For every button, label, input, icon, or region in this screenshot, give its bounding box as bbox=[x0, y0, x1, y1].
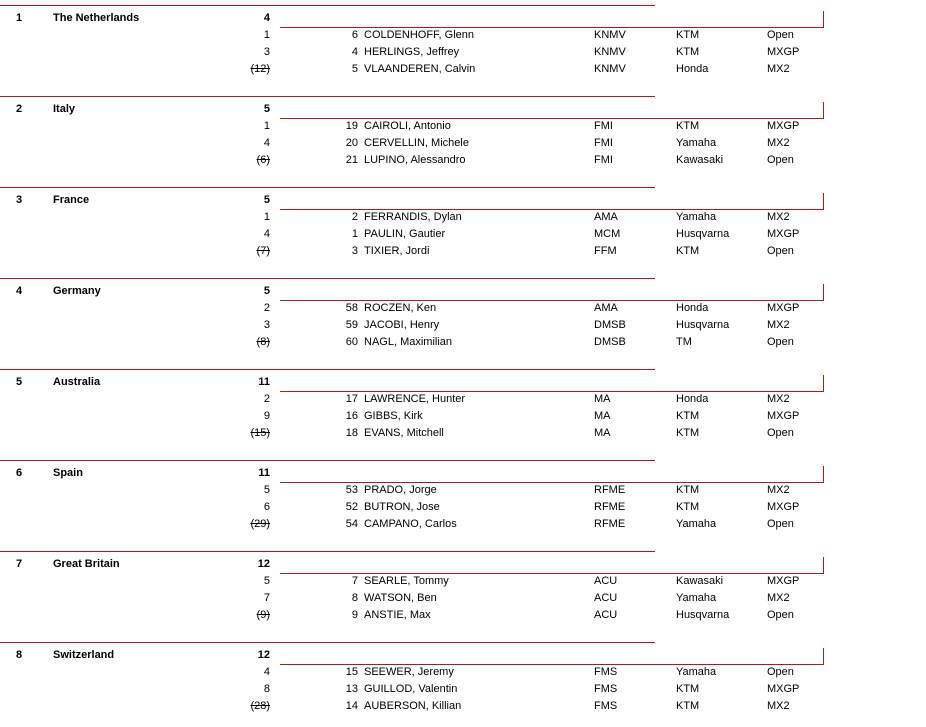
rider-position: 3 bbox=[263, 46, 270, 58]
team-underline bbox=[280, 27, 824, 28]
team-underline-tick bbox=[823, 648, 824, 664]
rider-federation: FMS bbox=[594, 666, 618, 678]
rider-make: Honda bbox=[676, 393, 709, 405]
rider-name: SEARLE, Tommy bbox=[364, 575, 449, 587]
rider-federation: FMS bbox=[594, 683, 618, 695]
rider-name: COLDENHOFF, Glenn bbox=[364, 29, 475, 41]
rider-name: CAIROLI, Antonio bbox=[364, 120, 451, 132]
team-points: 4 bbox=[263, 12, 270, 24]
team-underline bbox=[280, 482, 824, 483]
rider-make: KTM bbox=[676, 683, 700, 695]
rider-number: 1 bbox=[351, 228, 358, 240]
team-points: 5 bbox=[263, 285, 270, 297]
rider-class: MX2 bbox=[767, 484, 790, 496]
team-underline-tick bbox=[823, 375, 824, 391]
rider-make: Yamaha bbox=[676, 518, 717, 530]
rider-federation: FMI bbox=[594, 154, 613, 166]
rider-name: GIBBS, Kirk bbox=[364, 410, 423, 422]
team-underline bbox=[280, 391, 824, 392]
rider-class: Open bbox=[767, 154, 794, 166]
rider-name: CAMPANO, Carlos bbox=[364, 518, 457, 530]
rider-name: EVANS, Mitchell bbox=[364, 427, 444, 439]
rider-class: MXGP bbox=[767, 683, 800, 695]
rider-federation: ACU bbox=[594, 592, 618, 604]
rider-federation: RFME bbox=[594, 501, 626, 513]
team-block bbox=[0, 545, 926, 636]
team-country: The Netherlands bbox=[53, 12, 140, 24]
team-underline bbox=[280, 573, 824, 574]
team-rank: 7 bbox=[16, 558, 23, 570]
rider-number: 7 bbox=[351, 575, 358, 587]
team-block bbox=[0, 636, 926, 727]
rider-federation: AMA bbox=[594, 211, 618, 223]
rider-federation: MA bbox=[594, 427, 611, 439]
rider-federation: RFME bbox=[594, 484, 626, 496]
rider-class: Open bbox=[767, 666, 794, 678]
team-points: 5 bbox=[263, 103, 270, 115]
rider-name: ROCZEN, Ken bbox=[364, 302, 437, 314]
team-underline-tick bbox=[823, 284, 824, 300]
rider-name: CERVELLIN, Michele bbox=[364, 137, 469, 149]
rider-position: 4 bbox=[263, 666, 270, 678]
rider-class: MX2 bbox=[767, 63, 790, 75]
rider-federation: MCM bbox=[594, 228, 621, 240]
team-block bbox=[0, 90, 926, 181]
rider-class: Open bbox=[767, 245, 794, 257]
team-underline-tick bbox=[823, 102, 824, 118]
rider-name: LUPINO, Alessandro bbox=[364, 154, 466, 166]
team-divider bbox=[0, 278, 655, 279]
rider-class: MXGP bbox=[767, 302, 800, 314]
rider-federation: ACU bbox=[594, 575, 618, 587]
rider-make: Honda bbox=[676, 302, 709, 314]
rider-class: MX2 bbox=[767, 592, 790, 604]
rider-number: 53 bbox=[345, 484, 358, 496]
rider-number: 15 bbox=[345, 666, 358, 678]
rider-make: Husqvarna bbox=[676, 228, 730, 240]
rider-federation: MA bbox=[594, 410, 611, 422]
team-block bbox=[0, 181, 926, 272]
rider-position: (15) bbox=[250, 427, 270, 439]
rider-number: 4 bbox=[351, 46, 358, 58]
rider-name: LAWRENCE, Hunter bbox=[364, 393, 466, 405]
team-country: Great Britain bbox=[53, 558, 120, 570]
rider-make: Husqvarna bbox=[676, 319, 730, 331]
rider-position: 4 bbox=[263, 137, 270, 149]
rider-make: Yamaha bbox=[676, 592, 717, 604]
rider-name: GUILLOD, Valentin bbox=[364, 683, 458, 695]
team-divider bbox=[0, 369, 655, 370]
team-block bbox=[0, 272, 926, 363]
team-block bbox=[0, 454, 926, 545]
team-divider bbox=[0, 96, 655, 97]
rider-class: MXGP bbox=[767, 46, 800, 58]
rider-make: KTM bbox=[676, 501, 700, 513]
team-underline-tick bbox=[823, 466, 824, 482]
rider-class: MXGP bbox=[767, 575, 800, 587]
team-points: 5 bbox=[263, 194, 270, 206]
rider-number: 60 bbox=[345, 336, 358, 348]
rider-name: JACOBI, Henry bbox=[364, 319, 440, 331]
rider-position: 1 bbox=[263, 211, 270, 223]
rider-federation: FMS bbox=[594, 700, 618, 712]
rider-number: 8 bbox=[351, 592, 358, 604]
rider-name: FERRANDIS, Dylan bbox=[364, 211, 462, 223]
rider-class: Open bbox=[767, 29, 794, 41]
rider-name: NAGL, Maximilian bbox=[364, 336, 453, 348]
rider-position: (28) bbox=[250, 700, 270, 712]
rider-class: Open bbox=[767, 518, 794, 530]
rider-position: 2 bbox=[263, 302, 270, 314]
rider-class: Open bbox=[767, 336, 794, 348]
team-country: Spain bbox=[53, 467, 83, 479]
rider-name: AUBERSON, Killian bbox=[364, 700, 462, 712]
team-points: 12 bbox=[257, 649, 270, 661]
team-country: Germany bbox=[53, 285, 101, 297]
rider-position: 7 bbox=[263, 592, 270, 604]
rider-make: TM bbox=[676, 336, 692, 348]
team-country: France bbox=[53, 194, 90, 206]
rider-class: MXGP bbox=[767, 120, 800, 132]
rider-position: 9 bbox=[263, 410, 270, 422]
rider-name: VLAANDEREN, Calvin bbox=[364, 63, 476, 75]
rider-make: KTM bbox=[676, 29, 700, 41]
rider-federation: KNMV bbox=[594, 46, 626, 58]
rider-make: Honda bbox=[676, 63, 709, 75]
rider-position: (29) bbox=[250, 518, 270, 530]
team-points: 11 bbox=[258, 467, 270, 479]
rider-make: Yamaha bbox=[676, 666, 717, 678]
rider-position: 5 bbox=[263, 575, 270, 587]
rider-name: HERLINGS, Jeffrey bbox=[364, 46, 460, 58]
rider-federation: AMA bbox=[594, 302, 618, 314]
team-country: Australia bbox=[53, 376, 101, 388]
rider-class: MX2 bbox=[767, 393, 790, 405]
rider-federation: ACU bbox=[594, 609, 618, 621]
team-divider bbox=[0, 642, 655, 643]
rider-position: (9) bbox=[256, 609, 270, 621]
rider-position: 1 bbox=[263, 29, 270, 41]
team-underline-tick bbox=[823, 11, 824, 27]
rider-number: 3 bbox=[351, 245, 358, 257]
rider-make: Yamaha bbox=[676, 137, 717, 149]
team-country: Italy bbox=[53, 103, 76, 115]
team-underline bbox=[280, 118, 824, 119]
rider-number: 2 bbox=[351, 211, 358, 223]
rider-federation: DMSB bbox=[594, 319, 626, 331]
rider-federation: MA bbox=[594, 393, 611, 405]
rider-name: PAULIN, Gautier bbox=[364, 228, 446, 240]
team-points: 11 bbox=[258, 376, 270, 388]
rider-number: 19 bbox=[345, 120, 358, 132]
rider-name: BUTRON, Jose bbox=[364, 501, 440, 513]
rider-position: (8) bbox=[256, 336, 270, 348]
rider-class: MX2 bbox=[767, 211, 790, 223]
rider-number: 18 bbox=[345, 427, 358, 439]
team-rank: 3 bbox=[16, 194, 23, 206]
rider-class: MX2 bbox=[767, 700, 790, 712]
rider-number: 14 bbox=[345, 700, 358, 712]
rider-position: 8 bbox=[263, 683, 270, 695]
rider-position: (12) bbox=[250, 63, 270, 75]
rider-position: 6 bbox=[263, 501, 270, 513]
rider-make: Husqvarna bbox=[676, 609, 730, 621]
rider-federation: KNMV bbox=[594, 29, 626, 41]
team-rank: 6 bbox=[16, 467, 23, 479]
team-rank: 1 bbox=[16, 12, 23, 24]
rider-federation: RFME bbox=[594, 518, 626, 530]
rider-make: KTM bbox=[676, 120, 700, 132]
rider-federation: FMI bbox=[594, 137, 613, 149]
rider-class: MXGP bbox=[767, 501, 800, 513]
rider-make: Kawasaki bbox=[676, 575, 724, 587]
rider-number: 17 bbox=[345, 393, 358, 405]
team-rank: 2 bbox=[16, 103, 23, 115]
team-rank: 5 bbox=[16, 376, 23, 388]
rider-number: 59 bbox=[345, 319, 358, 331]
rider-class: MXGP bbox=[767, 410, 800, 422]
team-divider bbox=[0, 460, 655, 461]
rider-position: (6) bbox=[256, 154, 270, 166]
rider-name: PRADO, Jorge bbox=[364, 484, 437, 496]
team-rank: 8 bbox=[16, 649, 23, 661]
rider-number: 16 bbox=[345, 410, 358, 422]
rider-position: 1 bbox=[263, 120, 270, 132]
team-points: 12 bbox=[257, 558, 270, 570]
rider-name: ANSTIE, Max bbox=[364, 609, 431, 621]
rider-class: MXGP bbox=[767, 228, 800, 240]
rider-name: WATSON, Ben bbox=[364, 592, 437, 604]
rider-make: KTM bbox=[676, 700, 700, 712]
rider-number: 5 bbox=[351, 63, 358, 75]
rider-position: 3 bbox=[263, 319, 270, 331]
team-block bbox=[0, 0, 926, 90]
rider-position: 5 bbox=[263, 484, 270, 496]
rider-position: 4 bbox=[263, 228, 270, 240]
rider-make: KTM bbox=[676, 410, 700, 422]
rider-federation: FMI bbox=[594, 120, 613, 132]
team-divider bbox=[0, 187, 655, 188]
team-underline bbox=[280, 300, 824, 301]
rider-make: KTM bbox=[676, 427, 700, 439]
rider-number: 9 bbox=[351, 609, 358, 621]
team-block bbox=[0, 363, 926, 454]
rider-number: 13 bbox=[345, 683, 358, 695]
rider-class: Open bbox=[767, 609, 794, 621]
rider-name: SEEWER, Jeremy bbox=[364, 666, 454, 678]
team-underline bbox=[280, 209, 824, 210]
rider-make: Kawasaki bbox=[676, 154, 724, 166]
rider-class: Open bbox=[767, 427, 794, 439]
rider-make: KTM bbox=[676, 484, 700, 496]
rider-make: Yamaha bbox=[676, 211, 717, 223]
rider-class: MX2 bbox=[767, 319, 790, 331]
rider-number: 21 bbox=[345, 154, 358, 166]
rider-class: MX2 bbox=[767, 137, 790, 149]
rider-federation: DMSB bbox=[594, 336, 626, 348]
rider-position: 2 bbox=[263, 393, 270, 405]
team-underline bbox=[280, 664, 824, 665]
team-underline-tick bbox=[823, 557, 824, 573]
rider-number: 52 bbox=[345, 501, 358, 513]
rider-position: (7) bbox=[256, 245, 270, 257]
team-divider bbox=[0, 5, 655, 6]
team-country: Switzerland bbox=[53, 649, 115, 661]
rider-number: 58 bbox=[345, 302, 358, 314]
rider-federation: KNMV bbox=[594, 63, 626, 75]
team-underline-tick bbox=[823, 193, 824, 209]
rider-make: KTM bbox=[676, 245, 700, 257]
rider-federation: FFM bbox=[594, 245, 617, 257]
rider-make: KTM bbox=[676, 46, 700, 58]
rider-number: 6 bbox=[351, 29, 358, 41]
rider-name: TIXIER, Jordi bbox=[364, 245, 430, 257]
team-rank: 4 bbox=[16, 285, 23, 297]
rider-number: 54 bbox=[345, 518, 358, 530]
rider-number: 20 bbox=[345, 137, 358, 149]
team-divider bbox=[0, 551, 655, 552]
